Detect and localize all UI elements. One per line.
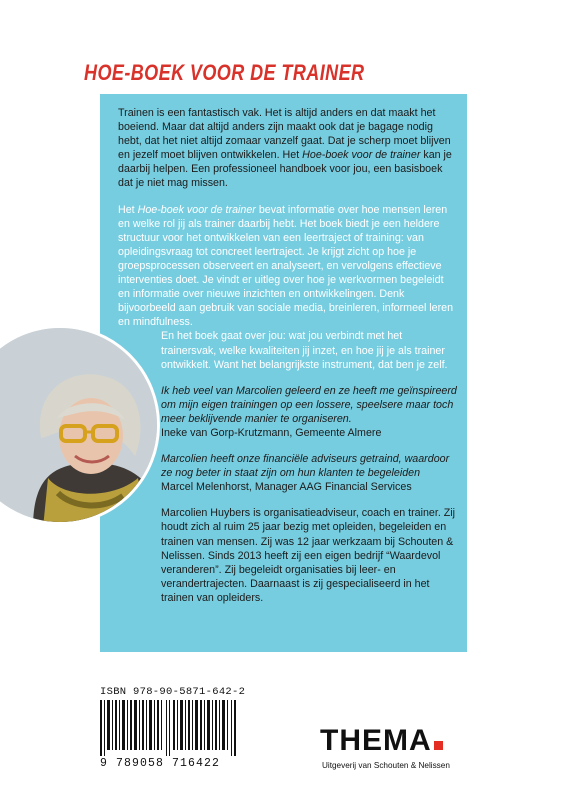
quote-1-author: Ineke van Gorp-Krutzmann, Gemeente Almere [161,426,382,439]
logo-dot-icon [434,741,443,750]
intro-paragraph: Trainen is een fantastisch vak. Het is altijd anders en dat maakt het boeiend. Maar dat altijd anders zijn maakt ook dat je bagage nodig hebt, dat het niet altijd zomaar vanzelf gaat. Dat je scherp moet blijven en jezelf moet blijven ontwikkelen. Het Hoe-boek voor de trainer kan je daarbij helpen. Een professioneel handboek voor jou, een basisboek dat je niet mag missen. [118,107,452,190]
content-paragraph: Het Hoe-boek voor de trainer bevat informatie over hoe mensen leren en welke rol jij als trainer daarbij hebt. Het boek biedt je een heldere structuur voor het ontwikkelen van een leertraject of training: van opleidingsvraag tot concreet leertraject. Je krijgt zicht op hoe je groepsprocessen observeert en analyseert, en vervolgens effectieve interventies doet. Je vindt er uitleg over hoe je werkvormen begeleidt en informatie over nieuwe inzichten en ontwikkelingen. Denk bijvoorbeeld aan gebruik van sociale media, breinleren, informeel leren en mindfulness. [118,203,454,329]
isbn-label: ISBN 978-90-5871-642-2 [100,686,246,698]
barcode-icon [100,700,238,756]
publisher-logo: THEMA [320,726,443,756]
content-paragraph-continued: En het boek gaat over jou: wat jou verbindt met het trainersvak, welke kwaliteiten jij inzet, en hoe jij je als trainer ontwikkelt. Want het belangrijkste instrument, dat ben je zelf. [161,330,448,371]
quote-1: Ik heb veel van Marcolien geleerd en ze heeft me geïnspireerd om mijn eigen trainingen op een lossere, speelsere maar toch meer beklijvende manier te organiseren. [161,384,457,425]
quote-2-author: Marcel Melenhorst, Manager AAG Financial Services [161,481,412,494]
barcode-number: 9 789058 716422 [100,757,221,770]
book-title: HOE-BOEK VOOR DE TRAINER [84,60,365,85]
quote-2: Marcolien heeft onze financiële adviseurs getraind, waardoor ze nog beter in staat zijn om hun klanten te begeleiden [161,453,450,480]
author-bio: Marcolien Huybers is organisatieadviseur, coach en trainer. Zij houdt zich al ruim 25 jaar bezig met opleiden, begeleiden en trainen van mensen. Zij was 12 jaar werkzaam bij Schouten & Nelissen. Sinds 2013 heeft zij een eigen bedrijf “Waardevol veranderen”. Zij begeleidt organisaties bij leer- en verandertrajecten. Daarnaast is zij gespecialiseerd in het trainen van opleiders. [161,507,456,604]
back-cover-text [118,106,458,605]
publisher-name: Uitgeverij van Schouten & Nelissen [322,761,450,770]
